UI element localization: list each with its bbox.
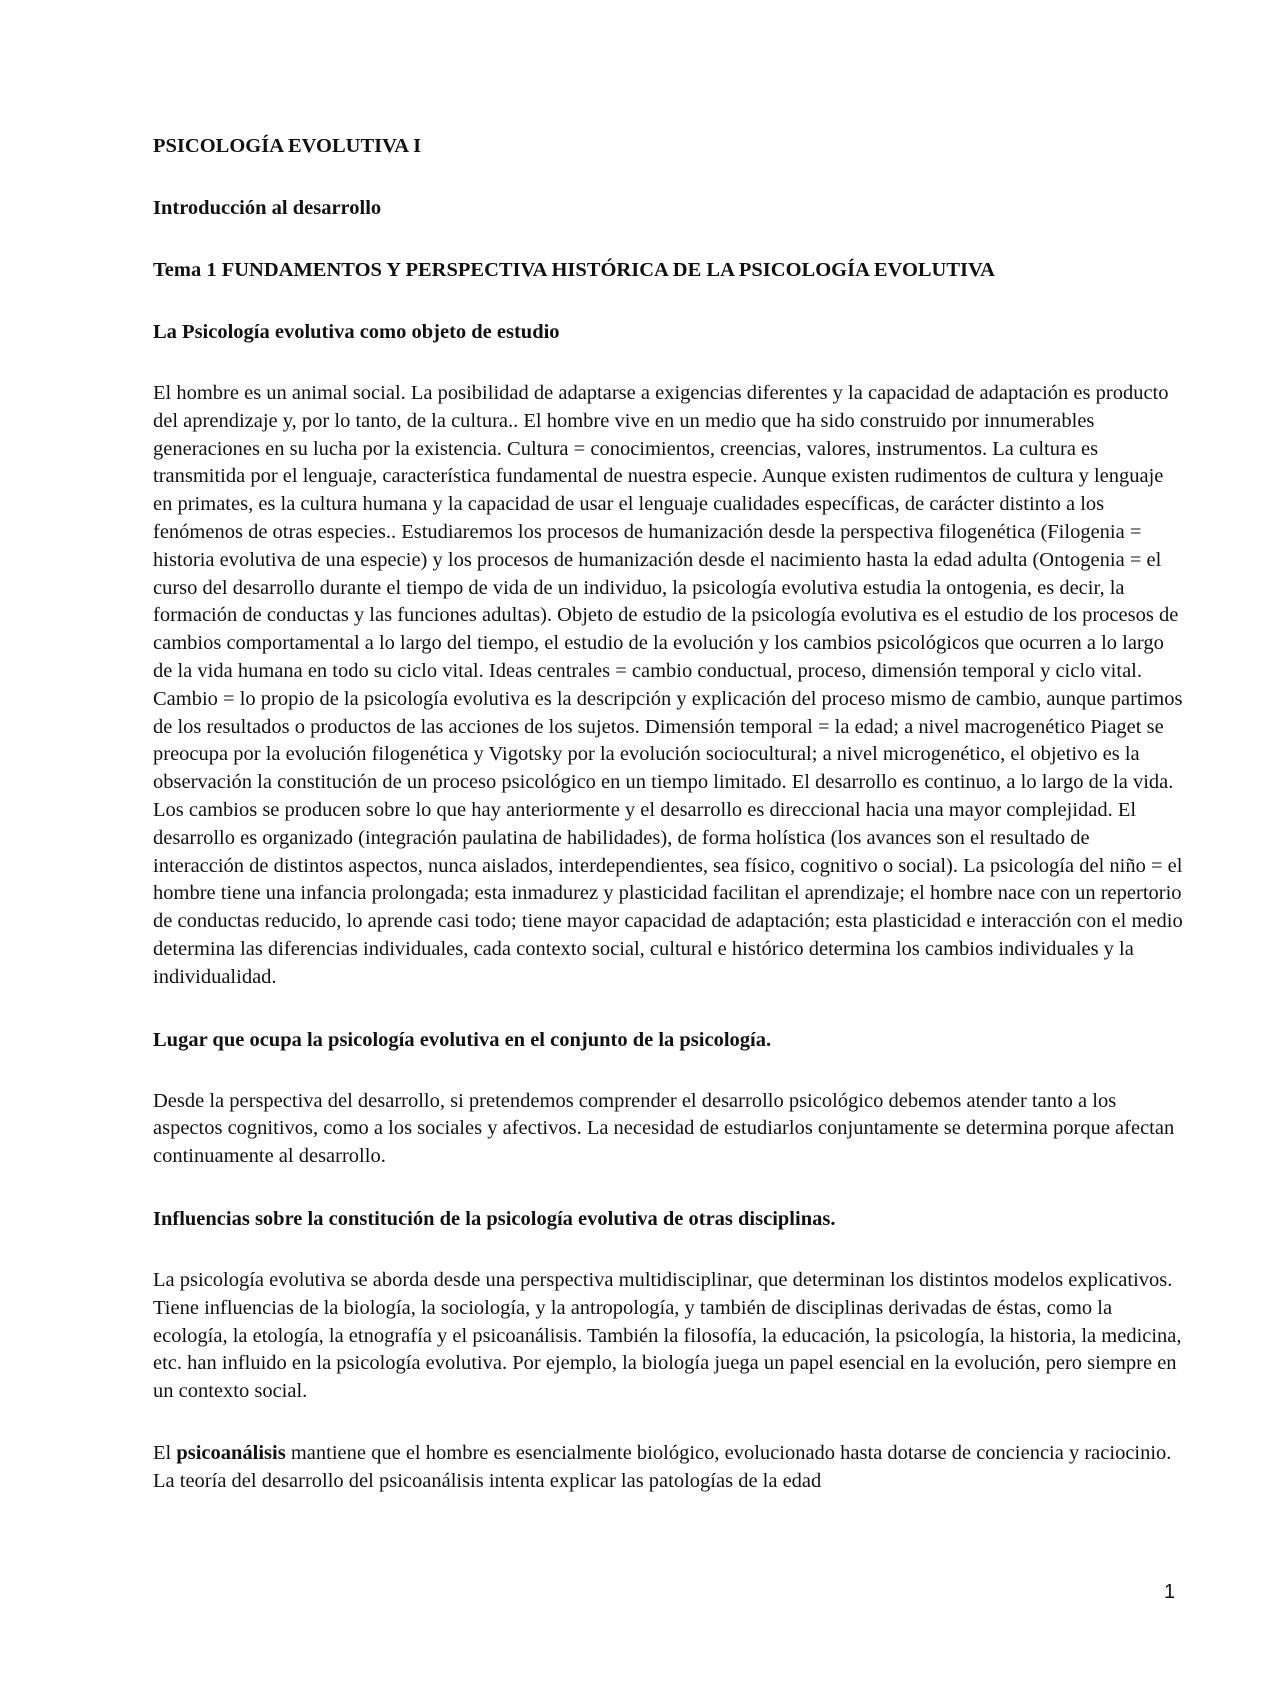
psicoanalisis-paragraph xyxy=(153,1440,1183,1496)
document-page xyxy=(153,132,1183,1496)
section-heading-influencias: Influencias sobre la constitución de la psicología evolutiva de otras disciplinas. xyxy=(153,1207,836,1230)
psicoanalisis-lead: El xyxy=(153,1441,177,1464)
section-paragraph-influencias: La psicología evolutiva se aborda desde una perspectiva multidisciplinar, que determinan los distintos modelos explicativos. Tiene influencias de la biología, la sociología, y la antropología, y también de disciplinas derivadas de éstas, como la ecología, la etología, la etnografía y el psicoanálisis. También la filosofía, la educación, la psicología, la historia, la medicina, etc. han influido en la psicología evolutiva. Por ejemplo, la biología juega un papel esencial en la evolución, pero siempre en un contexto social. xyxy=(153,1268,1182,1403)
section-heading-lugar-psicologia: Lugar que ocupa la psicología evolutiva en el conjunto de la psicología. xyxy=(153,1028,772,1051)
psicoanalisis-rest: mantiene que el hombre es esencialmente biológico, evolucionado hasta dotarse de conciencia y raciocinio. La teoría del desarrollo del psicoanálisis intenta explicar las patologías de la edad xyxy=(153,1441,1172,1492)
section-paragraph-objeto-estudio: El hombre es un animal social. La posibilidad de adaptarse a exigencias diferentes y la capacidad de adaptación es producto del aprendizaje y, por lo tanto, de la cultura.. El hombre vive en un medio que ha sido construido por innumerables generaciones en su lucha por la existencia. Cultura = conocimientos, creencias, valores, instrumentos. La cultura es transmitida por el lenguaje, característica fundamental de nuestra especie. Aunque existen rudimentos de cultura y lenguaje en primates, es la cultura humana y la capacidad de usar el lenguaje cualidades específicas, de carácter distinto a los fenómenos de otras especies.. Estudiaremos los procesos de humanización desde la perspectiva filogenética (Filogenia = historia evolutiva de una especie) y los procesos de humanización desde el nacimiento hasta la edad adulta (Ontogenia = el curso del desarrollo durante el tiempo de vida de un individuo, la psicología evolutiva estudia la ontogenia, es decir, la formación de conductas y las funciones adultas). Objeto de estudio de la psicología evolutiva es el estudio de los procesos de cambios comportamental a lo largo del tiempo, el estudio de la evolución y los cambios psicológicos que ocurren a lo largo de la vida humana en todo su ciclo vital. Ideas centrales = cambio conductual, proceso, dimensión temporal y ciclo vital. Cambio = lo propio de la psicología evolutiva es la descripción y explicación del proceso mismo de cambio, aunque partimos de los resultados o productos de las acciones de los sujetos. Dimensión temporal = la edad; a nivel macrogenético Piaget se preocupa por la evolución filogenética y Vigotsky por la evolución sociocultural; a nivel microgenético, el objetivo es la observación la constitución de un proceso psicológico en un tiempo limitado. El desarrollo es continuo, a lo largo de la vida. Los cambios se producen sobre lo que hay anteriormente y el desarrollo es direccional hacia una mayor complejidad. El desarrollo es organizado (integración paulatina de habilidades), de forma holística (los avances son el resultado de interacción de distintos aspectos, nunca aislados, interdependientes, sea físico, cognitivo o social). La psicología del niño = el hombre tiene una infancia prolongada; esta inmadurez y plasticidad facilitan el aprendizaje; el hombre nace con un repertorio de conductas reducido, lo aprende casi todo; tiene mayor capacidad de adaptación; esta plasticidad e interacción con el medio determina las diferencias individuales, cada contexto social, cultural e histórico determina los cambios individuales y la individualidad. xyxy=(153,382,1183,988)
page-number: 1 xyxy=(1164,1581,1176,1603)
psicoanalisis-term: psicoanálisis xyxy=(176,1441,286,1464)
document-title: PSICOLOGÍA EVOLUTIVA I xyxy=(153,135,422,157)
section-paragraph-lugar-psicologia: Desde la perspectiva del desarrollo, si pretendemos comprender el desarrollo psicológico debemos atender tanto a los aspectos cognitivos, como a los sociales y afectivos. La necesidad de estudiarlos conjuntamente se determina porque afectan continuamente al desarrollo. xyxy=(153,1089,1175,1168)
document-subtitle: Introducción al desarrollo xyxy=(153,197,382,219)
topic-heading: Tema 1 FUNDAMENTOS Y PERSPECTIVA HISTÓRICA DE LA PSICOLOGÍA EVOLUTIVA xyxy=(153,259,995,281)
section-heading-objeto-estudio: La Psicología evolutiva como objeto de estudio xyxy=(153,321,560,343)
